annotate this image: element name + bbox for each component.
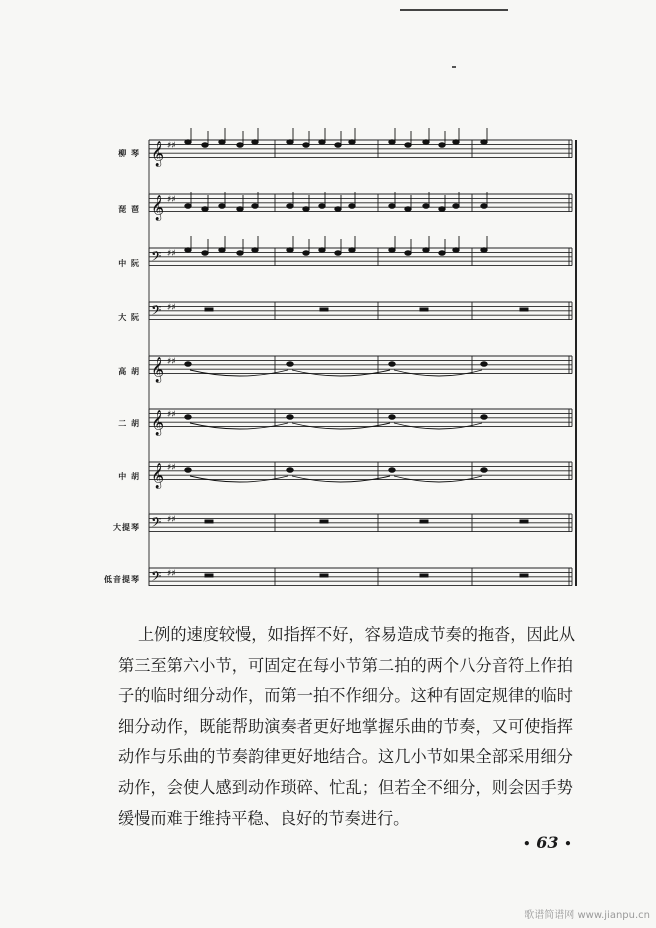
instrument-label-pipa: 琵 琶 [118, 205, 140, 214]
bass-clef-icon: 𝄢 [151, 248, 162, 268]
tie-arc [190, 476, 288, 482]
note-head [287, 362, 293, 367]
note-head [389, 362, 395, 367]
treble-clef-icon: 𝄞 [151, 357, 165, 383]
note-head [185, 362, 191, 367]
note-head [423, 204, 429, 209]
note-head [481, 362, 487, 367]
note-head [319, 248, 325, 253]
rest-icon [205, 520, 213, 523]
note-head [185, 140, 191, 145]
note-head [185, 415, 191, 420]
bass-clef-icon: 𝄢 [151, 568, 162, 588]
paragraph-line: 动作，会使人感到动作琐碎、忙乱；但若全不细分，则会因手势 [118, 777, 573, 797]
tie-arc [292, 370, 390, 376]
tie-arc [394, 476, 482, 482]
note-head [389, 415, 395, 420]
instrument-label-zhonghu: 中 胡 [118, 472, 140, 481]
tie-arc [190, 423, 288, 429]
note-head [219, 248, 225, 253]
tie-arc [394, 423, 482, 429]
rest-icon [320, 574, 328, 577]
rest-icon [205, 574, 213, 577]
body-paragraph [118, 620, 576, 834]
treble-clef-icon: 𝄞 [151, 463, 165, 489]
key-signature-icon: ♯♯ [167, 410, 176, 420]
rest-icon [320, 308, 328, 311]
note-head [389, 248, 395, 253]
note-head [481, 248, 487, 253]
note-head [481, 415, 487, 420]
note-head [405, 207, 411, 212]
instrument-label-liuqin: 柳 琴 [118, 149, 140, 158]
note-head [335, 251, 341, 256]
note-head [237, 143, 243, 148]
rest-icon [320, 520, 328, 523]
note-head [287, 204, 293, 209]
tie-arc [292, 423, 390, 429]
note-head [237, 207, 243, 212]
treble-clef-icon: 𝄞 [151, 141, 165, 167]
rest-icon [520, 520, 528, 523]
rest-icon [420, 520, 428, 523]
key-signature-icon: ♯♯ [167, 249, 176, 259]
note-head [287, 468, 293, 473]
note-head [481, 204, 487, 209]
rest-icon [420, 308, 428, 311]
note-head [423, 248, 429, 253]
note-head [319, 204, 325, 209]
note-head [335, 207, 341, 212]
note-head [287, 140, 293, 145]
tie-arc [190, 370, 288, 376]
treble-clef-icon: 𝄞 [151, 410, 165, 436]
note-head [319, 140, 325, 145]
key-signature-icon: ♯♯ [167, 303, 176, 313]
note-head [481, 468, 487, 473]
note-head [287, 415, 293, 420]
note-head [303, 207, 309, 212]
key-signature-icon: ♯♯ [167, 357, 176, 367]
note-head [481, 140, 487, 145]
note-head [389, 468, 395, 473]
note-head [389, 204, 395, 209]
note-head [202, 251, 208, 256]
note-head [252, 140, 258, 145]
note-head [202, 143, 208, 148]
key-signature-icon: ♯♯ [167, 141, 176, 151]
note-head [219, 140, 225, 145]
rest-icon [205, 308, 213, 311]
paragraph-line: 上例的速度较慢，如指挥不好，容易造成节奏的拖沓，因此从 [138, 625, 576, 644]
key-signature-icon: ♯♯ [167, 463, 176, 473]
note-head [185, 204, 191, 209]
note-head [405, 251, 411, 256]
tie-arc [292, 476, 390, 482]
note-head [389, 140, 395, 145]
instrument-label-cello: 大提琴 [113, 523, 140, 532]
paragraph-line: 第三至第六小节，可固定在每小节第二拍的两个八分音符上作拍 [118, 655, 573, 675]
note-head [349, 204, 355, 209]
note-head [453, 248, 459, 253]
watermark: 歌谱简谱网 www.jianpu.cn [524, 910, 650, 921]
paragraph-line: 缓慢而难于维持平稳、良好的节奏进行。 [118, 808, 410, 828]
paragraph-line: 细分动作，既能帮助演奏者更好地掌握乐曲的节奏，又可使指挥 [118, 716, 573, 736]
bass-clef-icon: 𝄢 [151, 302, 162, 322]
note-head [185, 248, 191, 253]
note-head [252, 248, 258, 253]
rest-icon [420, 574, 428, 577]
treble-clef-icon: 𝄞 [151, 195, 165, 221]
note-head [423, 140, 429, 145]
rest-icon [520, 574, 528, 577]
note-head [349, 248, 355, 253]
note-head [252, 204, 258, 209]
paragraph-line: 子的临时细分动作，而第一拍不作细分。这种有固定规律的临时 [118, 686, 573, 706]
page-number: • 63 • [523, 833, 572, 852]
key-signature-icon: ♯♯ [167, 195, 176, 205]
note-head [439, 207, 445, 212]
instrument-label-daruan: 大 阮 [118, 313, 140, 322]
rest-icon [520, 308, 528, 311]
note-head [219, 204, 225, 209]
note-head [335, 143, 341, 148]
bass-clef-icon: 𝄢 [151, 514, 162, 534]
tie-arc [394, 370, 482, 376]
note-head [405, 143, 411, 148]
note-head [453, 204, 459, 209]
note-head [303, 251, 309, 256]
note-head [202, 207, 208, 212]
note-head [349, 140, 355, 145]
note-head [439, 143, 445, 148]
instrument-label-zhongruan: 中 阮 [118, 259, 140, 268]
note-head [287, 248, 293, 253]
note-head [185, 468, 191, 473]
note-head [237, 251, 243, 256]
note-head [439, 251, 445, 256]
note-head [303, 143, 309, 148]
page-number-value: 63 [536, 833, 559, 852]
paragraph-line: 动作与乐曲的节奏韵律更好地结合。这几小节如果全部采用细分 [118, 747, 573, 767]
instrument-label-double-bass: 低音提琴 [104, 575, 140, 584]
instrument-label-erhu: 二 胡 [118, 419, 140, 428]
instrument-label-gaohu: 高 胡 [118, 367, 140, 376]
note-head [453, 140, 459, 145]
key-signature-icon: ♯♯ [167, 569, 176, 579]
key-signature-icon: ♯♯ [167, 515, 176, 525]
